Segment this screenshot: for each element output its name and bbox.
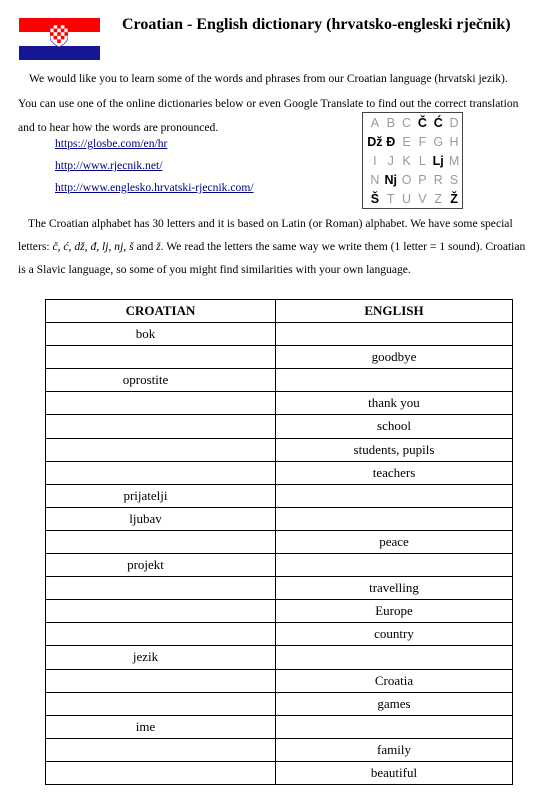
english-cell: peace <box>276 530 513 553</box>
table-row <box>46 692 513 715</box>
dictionary-links <box>55 133 254 198</box>
alphabet-text-and: and <box>133 240 157 254</box>
alphabet-letter: R <box>433 172 443 187</box>
croatian-cell <box>46 369 276 392</box>
header-croatian: CROATIAN <box>46 300 276 323</box>
croatian-cell <box>46 692 276 715</box>
alphabet-letter: F <box>418 134 427 149</box>
croatian-cell <box>46 415 276 438</box>
alphabet-letter: Lj <box>432 153 444 168</box>
english-cell <box>276 646 513 669</box>
alphabet-row <box>363 132 462 151</box>
alphabet-letter: I <box>373 153 377 168</box>
croatian-cell <box>46 346 276 369</box>
link-glosbe[interactable]: https://glosbe.com/en/hr <box>55 137 168 150</box>
english-cell <box>276 484 513 507</box>
alphabet-row <box>363 113 462 132</box>
vocabulary-table <box>45 299 513 785</box>
header-english: ENGLISH <box>276 300 513 323</box>
alphabet-letter: Đ <box>386 134 396 149</box>
croatian-cell <box>46 738 276 761</box>
alphabet-text-part1: The Croatian alphabet has 30 letters and it is based on Latin (or Roman) alphabet. We have some special letters: <box>18 217 513 254</box>
croatian-word: prijatelji <box>123 487 168 503</box>
coat-of-arms-icon <box>50 25 68 47</box>
alphabet-letter: D <box>449 115 459 130</box>
croatian-cell <box>46 577 276 600</box>
alphabet-letter: J <box>387 153 394 168</box>
table-row <box>46 392 513 415</box>
table-row <box>46 438 513 461</box>
english-cell: Croatia <box>276 669 513 692</box>
page-title: Croatian - English dictionary (hrvatsko-engleski rječnik) <box>122 16 511 33</box>
english-cell <box>276 323 513 346</box>
croatian-cell <box>46 600 276 623</box>
croatian-word: ime <box>135 718 156 734</box>
alphabet-letter: T <box>386 191 395 206</box>
alphabet-letter: H <box>449 134 459 149</box>
table-header-row <box>46 300 513 323</box>
alphabet-letter: Z <box>434 191 443 206</box>
table-row <box>46 669 513 692</box>
english-cell: goodbye <box>276 346 513 369</box>
alphabet-row <box>363 170 462 189</box>
special-letter-last: ž <box>156 240 161 254</box>
english-cell <box>276 715 513 738</box>
table-row <box>46 484 513 507</box>
table-row <box>46 323 513 346</box>
intro-paragraph: We would like you to learn some of the words and phrases from our Croatian language (hrvatski jezik). You can use one of the online dictionaries below or even Google Translate to find out the correct translation and to hear how the words are pronounced. <box>18 72 519 134</box>
table-row <box>46 530 513 553</box>
table-row <box>46 715 513 738</box>
alphabet-letter: P <box>418 172 427 187</box>
english-cell: travelling <box>276 577 513 600</box>
croatian-cell <box>46 530 276 553</box>
croatian-cell <box>46 323 276 346</box>
alphabet-letter: Nj <box>384 172 397 187</box>
alphabet-letter: Ž <box>450 191 458 206</box>
table-row <box>46 369 513 392</box>
table-row <box>46 646 513 669</box>
alphabet-letter: M <box>448 153 460 168</box>
croatian-cell <box>46 507 276 530</box>
table-row <box>46 507 513 530</box>
alphabet-letter: N <box>370 172 380 187</box>
croatian-cell <box>46 392 276 415</box>
table-row <box>46 461 513 484</box>
croatian-word: jezik <box>132 649 159 665</box>
croatian-cell <box>46 761 276 784</box>
alphabet-letter: G <box>433 134 444 149</box>
alphabet-letter: Č <box>417 115 427 130</box>
table-row <box>46 554 513 577</box>
english-cell: country <box>276 623 513 646</box>
alphabet-row <box>363 151 462 170</box>
croatian-cell <box>46 554 276 577</box>
table-row <box>46 415 513 438</box>
alphabet-row <box>363 189 462 208</box>
english-cell: Europe <box>276 600 513 623</box>
alphabet-letter: O <box>401 172 412 187</box>
special-letters: č, ć, dž, đ, lj, nj, š <box>52 240 134 254</box>
croatian-cell <box>46 461 276 484</box>
table-row <box>46 623 513 646</box>
table-row <box>46 346 513 369</box>
alphabet-letter: Ć <box>433 115 443 130</box>
croatian-flag <box>19 18 100 60</box>
alphabet-letter: U <box>402 191 412 206</box>
alphabet-letter: B <box>386 115 395 130</box>
link-englesko-rjecnik[interactable]: http://www.englesko.hrvatski-rjecnik.com/ <box>55 180 254 194</box>
croatian-cell <box>46 646 276 669</box>
croatian-word: bok <box>135 326 156 342</box>
alphabet-letter: V <box>418 191 427 206</box>
table-row <box>46 761 513 784</box>
alphabet-chart <box>362 112 463 209</box>
alphabet-letter: S <box>449 172 459 187</box>
croatian-word: oprostite <box>122 372 169 388</box>
english-cell: teachers <box>276 461 513 484</box>
english-cell: games <box>276 692 513 715</box>
table-row <box>46 577 513 600</box>
english-cell: students, pupils <box>276 438 513 461</box>
croatian-cell <box>46 623 276 646</box>
croatian-word: projekt <box>127 557 164 573</box>
english-cell <box>276 369 513 392</box>
english-cell <box>276 554 513 577</box>
english-cell: family <box>276 738 513 761</box>
english-cell: thank you <box>276 392 513 415</box>
english-cell <box>276 507 513 530</box>
croatian-cell <box>46 669 276 692</box>
alphabet-letter: C <box>402 115 412 130</box>
alphabet-text-part2: . We read the letters the same way we write them (1 letter = 1 sound). Croatian is a Slavic language, so some of you might find similarities with your own language. <box>18 240 526 277</box>
alphabet-letter: E <box>402 134 411 149</box>
english-cell: school <box>276 415 513 438</box>
table-row <box>46 600 513 623</box>
croatian-cell <box>46 484 276 507</box>
alphabet-letter: L <box>418 153 426 168</box>
alphabet-letter: Dž <box>367 134 383 149</box>
english-cell: beautiful <box>276 761 513 784</box>
link-rjecnik[interactable]: http://www.rjecnik.net/ <box>55 158 163 172</box>
alphabet-letter: A <box>370 115 380 130</box>
croatian-word: ljubav <box>129 510 162 526</box>
croatian-cell <box>46 715 276 738</box>
alphabet-letter: Š <box>370 191 380 206</box>
flag-blue-stripe <box>19 46 100 60</box>
alphabet-paragraph <box>18 212 530 282</box>
croatian-cell <box>46 438 276 461</box>
table-row <box>46 738 513 761</box>
alphabet-letter: K <box>402 153 411 168</box>
